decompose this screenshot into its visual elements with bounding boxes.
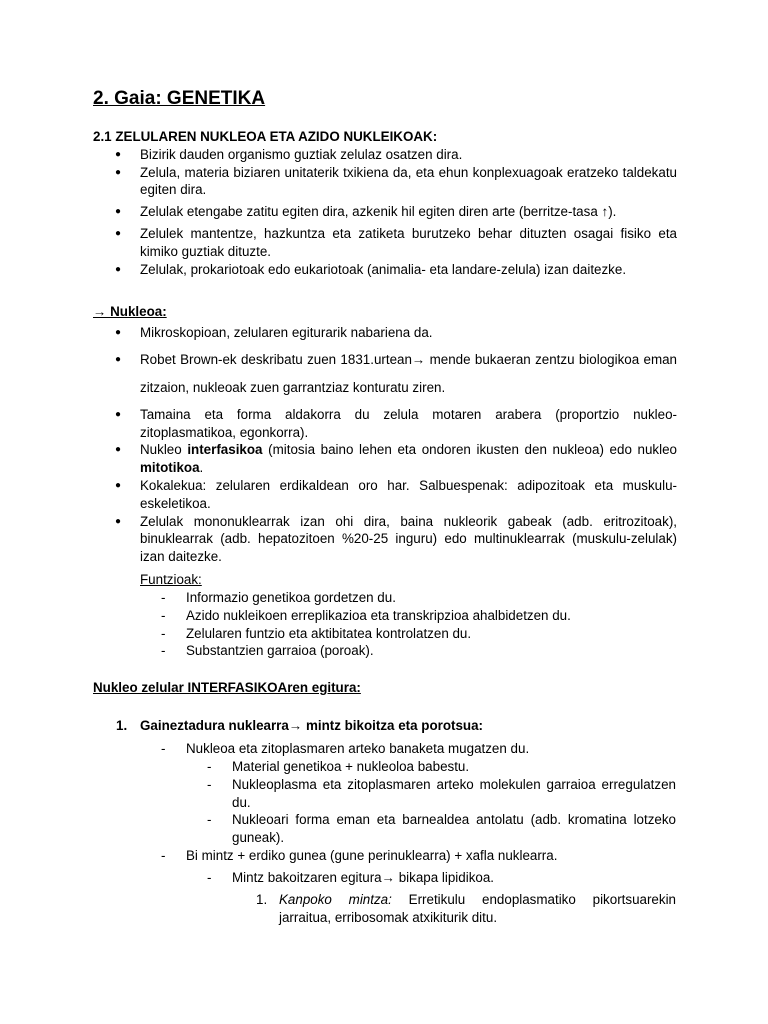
gaineztadura-sublist — [232, 758, 676, 847]
gaineztadura-title: Gaineztadura nuklearra→ mintz bikoitza eta porotsua: — [140, 718, 484, 733]
item-number: 1. — [256, 892, 268, 907]
list-item — [93, 441, 677, 477]
bold-term-mitotikoa: mitotikoa — [140, 460, 200, 476]
list-item: ● Zelula, materia biziaren unitaterik txikiena da, eta ehun konplexuagoak eratzeko taldekatu egiten dira. — [93, 164, 677, 200]
text-run: . — [199, 460, 204, 476]
list-item: ● Mikroskopioan, zelularen egiturarik nabariena da. — [93, 324, 677, 342]
intro-bullet-list — [93, 146, 677, 279]
item-number: 1. — [116, 718, 128, 733]
list-item: ● Bizirik dauden organismo guztiak zelulaz osatzen dira. — [93, 146, 677, 164]
list-item: ● Zelulek mantentze, hazkuntza eta zatiketa burutzeko behar dituzten osagai fisiko eta kimiko guztiak dituzte. — [93, 225, 677, 261]
text-run: Nukleo — [140, 442, 188, 458]
section-zelularen-nukleoa — [93, 128, 677, 278]
funtzioak-list — [186, 589, 676, 660]
list-item: - Substantzien garraioa (poroak). — [186, 642, 676, 660]
list-item: - Informazio genetikoa gordetzen du. — [186, 589, 676, 607]
page-title: 2. Gaia: GENETIKA — [93, 88, 266, 109]
funtzioak-label: Funtzioak: — [140, 572, 202, 587]
list-item: ● Kokalekua: zelularen erdikaldean oro har. Salbuespenak: adipozitoak eta muskulu-eskeletikoa. — [93, 477, 677, 513]
list-item: - Nukleoplasma eta zitoplasmaren arteko molekulen garraioa erregulatzen du. — [232, 776, 676, 812]
list-item: - Nukleoari forma eman eta barnealdea antolatu (adb. kromatina lotzeko guneak). — [232, 811, 676, 847]
list-item: - Zelularen funtzio eta aktibitatea kontrolatzen du. — [186, 625, 676, 643]
gaineztadura-list — [186, 740, 676, 758]
nukleoa-heading: → Nukleoa: — [93, 304, 167, 319]
list-item: ● Zelulak, prokariotoak edo eukariotoak (animalia- eta landare-zelula) izan daitezke. — [93, 261, 677, 279]
list-item: ● Zelulak etengabe zatitu egiten dira, azkenik hil egiten diren arte (berritze-tasa ↑). — [93, 203, 677, 221]
italic-term: Kanpoko mintza: — [279, 892, 392, 907]
bold-term-interfasikoa: interfasikoa — [187, 442, 263, 458]
list-item: ● Robet Brown-ek deskribatu zuen 1831.urtean→ mende bukaeran zentzu biologikoa eman zitzaion, nukleoak zuen garrantziaz konturatu ziren. — [93, 346, 677, 402]
list-item: - Mintz bakoitzaren egitura→ bikapa lipidikoa. — [232, 869, 676, 887]
list-item: - Bi mintz + erdiko gunea (gune perinuklearra) + xafla nuklearra. — [186, 847, 676, 865]
list-item: - Material genetikoa + nukleoloa babestu. — [232, 758, 676, 776]
text-run: (mitosia baino lehen eta ondoren ikusten den nukleoa) edo nukleo — [262, 442, 677, 458]
nukleoa-bullet-list — [93, 324, 677, 566]
mintz-list — [186, 847, 676, 865]
mintz-sublist — [232, 869, 676, 887]
egitura-heading: Nukleo zelular INTERFASIKOAren egitura: — [93, 680, 361, 695]
list-item: - Azido nukleikoen erreplikazioa eta transkripzioa ahalbidetzen du. — [186, 607, 676, 625]
text-run: Erretikulu endoplasmatiko pikortsuarekin jarraitua, erribosomak atxikiturik ditu. — [279, 892, 676, 925]
list-item: ● Zelulak mononuklearrak izan ohi dira, baina nukleorik gabeak (adb. eritrozitoak), binuklearrak (adb. hepatozitoen %20-25 inguru) edo multinuklearrak (muskulu-zelulak) izan daitezke. — [93, 513, 677, 566]
section-heading: 2.1 ZELULAREN NUKLEOA ETA AZIDO NUKLEIKOAK: — [93, 129, 438, 144]
kanpoko-mintza-item — [279, 891, 676, 927]
list-item: - Nukleoa eta zitoplasmaren arteko banaketa mugatzen du. — [186, 740, 676, 758]
list-item: ● Tamaina eta forma aldakorra du zelula motaren arabera (proportzio nukleo-zitoplasmatikoa, egonkorra). — [93, 406, 677, 442]
